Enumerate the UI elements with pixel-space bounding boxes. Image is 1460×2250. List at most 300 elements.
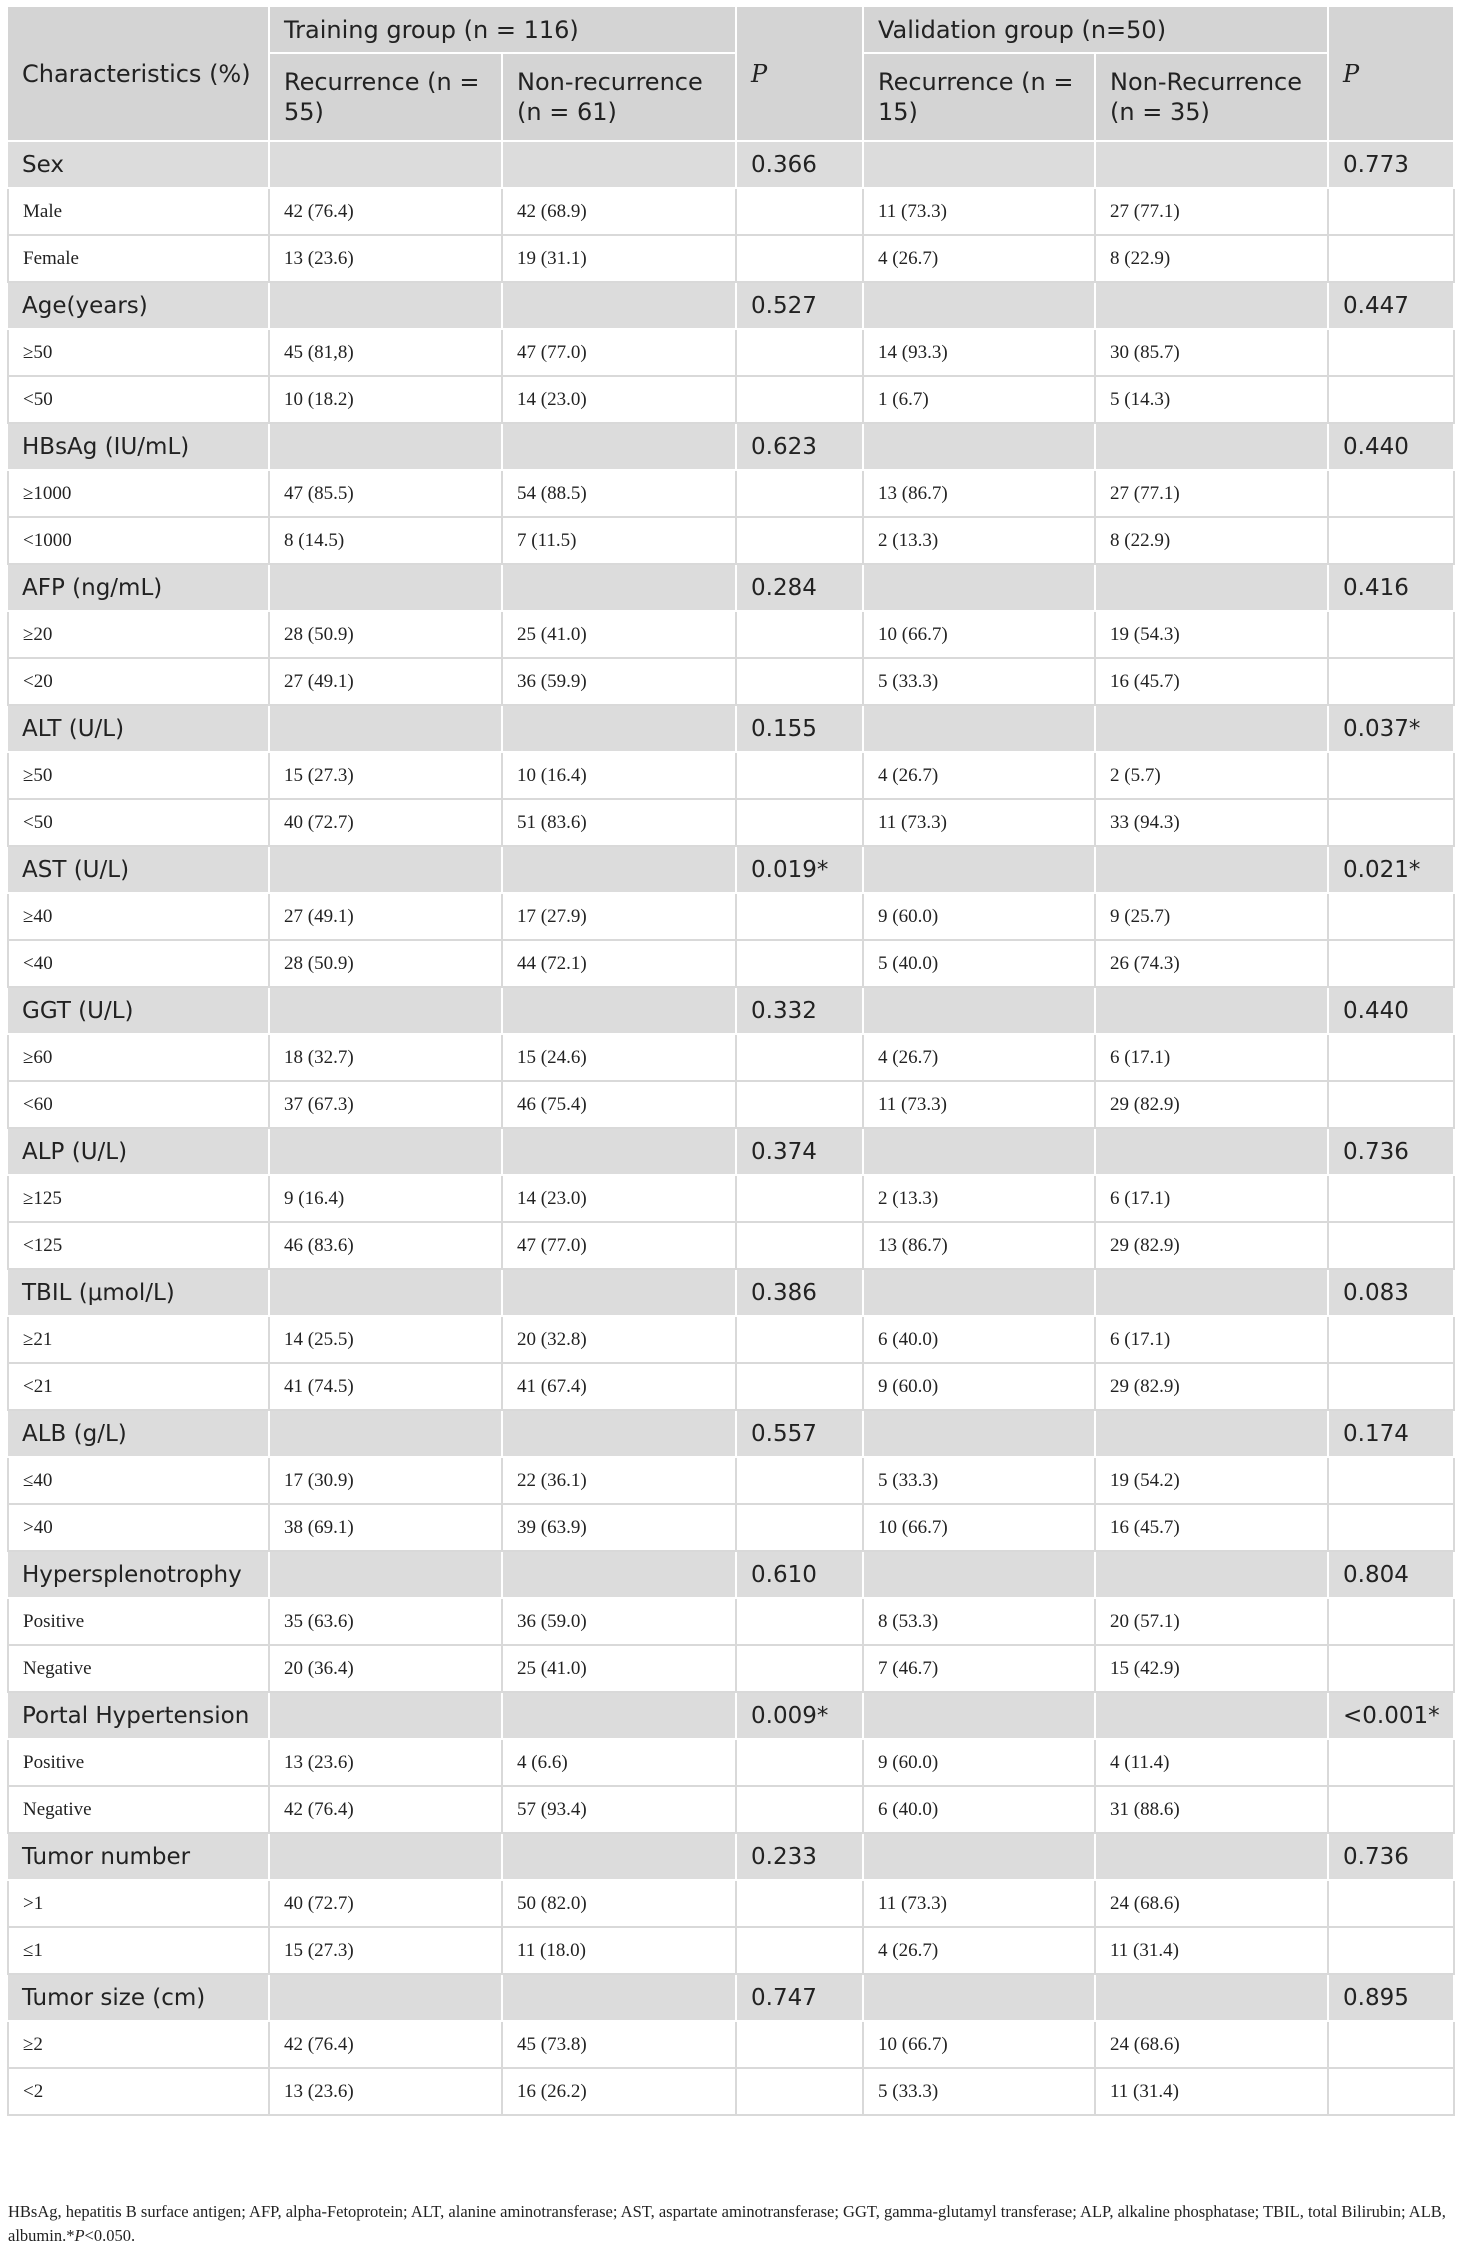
validation-nonrecurrence-value: 6 (17.1) [1095, 1034, 1328, 1081]
training-recurrence-value: 47 (85.5) [269, 470, 502, 517]
validation-nonrecurrence-value: 11 (31.4) [1095, 2068, 1328, 2115]
validation-recurrence-value: 2 (13.3) [863, 1175, 1095, 1222]
training-nonrecurrence-value: 17 (27.9) [502, 893, 736, 940]
empty-cell [502, 987, 736, 1034]
empty-cell [863, 1692, 1095, 1739]
validation-recurrence-value: 11 (73.3) [863, 799, 1095, 846]
p-value-training: 0.155 [736, 705, 863, 752]
subgroup-label: <125 [8, 1222, 269, 1269]
table-footnote [8, 2200, 1448, 2248]
validation-nonrecurrence-value: 27 (77.1) [1095, 470, 1328, 517]
p-value-validation: 0.083 [1328, 1269, 1454, 1316]
empty-cell [269, 1974, 502, 2021]
subgroup-label: <50 [8, 799, 269, 846]
category-label: ALT (U/L) [8, 705, 269, 752]
training-recurrence-value: 14 (25.5) [269, 1316, 502, 1363]
training-nonrecurrence-value: 15 (24.6) [502, 1034, 736, 1081]
empty-cell [269, 1269, 502, 1316]
empty-cell [1095, 1128, 1328, 1175]
training-recurrence-value: 10 (18.2) [269, 376, 502, 423]
category-label: HBsAg (IU/mL) [8, 423, 269, 470]
validation-nonrecurrence-value: 27 (77.1) [1095, 188, 1328, 235]
subgroup-label: ≥60 [8, 1034, 269, 1081]
table-row [8, 1739, 1454, 1786]
training-recurrence-value: 20 (36.4) [269, 1645, 502, 1692]
empty-cell [1328, 329, 1454, 376]
p-value-validation: 0.895 [1328, 1974, 1454, 2021]
validation-nonrecurrence-value: 5 (14.3) [1095, 376, 1328, 423]
table-row [8, 893, 1454, 940]
table-row [8, 799, 1454, 846]
training-nonrecurrence-value: 44 (72.1) [502, 940, 736, 987]
empty-cell [1095, 141, 1328, 188]
table-row [8, 1786, 1454, 1833]
training-nonrecurrence-value: 57 (93.4) [502, 1786, 736, 1833]
empty-cell [1328, 1645, 1454, 1692]
p-value-training: 0.747 [736, 1974, 863, 2021]
subgroup-label: <1000 [8, 517, 269, 564]
validation-recurrence-value: 11 (73.3) [863, 188, 1095, 235]
validation-nonrecurrence-value: 26 (74.3) [1095, 940, 1328, 987]
validation-nonrecurrence-value: 16 (45.7) [1095, 1504, 1328, 1551]
training-recurrence-value: 27 (49.1) [269, 658, 502, 705]
empty-cell [1328, 1598, 1454, 1645]
empty-cell [736, 1645, 863, 1692]
empty-cell [1095, 1833, 1328, 1880]
empty-cell [863, 705, 1095, 752]
empty-cell [269, 282, 502, 329]
empty-cell [502, 1833, 736, 1880]
p-value-training: 0.623 [736, 423, 863, 470]
empty-cell [269, 1692, 502, 1739]
subgroup-label: ≥40 [8, 893, 269, 940]
category-label: Portal Hypertension [8, 1692, 269, 1739]
training-recurrence-value: 42 (76.4) [269, 1786, 502, 1833]
validation-recurrence-value: 5 (33.3) [863, 658, 1095, 705]
table-row [8, 611, 1454, 658]
empty-cell [502, 1692, 736, 1739]
empty-cell [502, 705, 736, 752]
category-label: GGT (U/L) [8, 987, 269, 1034]
empty-cell [269, 1551, 502, 1598]
empty-cell [1328, 940, 1454, 987]
empty-cell [1328, 1316, 1454, 1363]
empty-cell [269, 423, 502, 470]
subgroup-label: ≥50 [8, 329, 269, 376]
empty-cell [1095, 1269, 1328, 1316]
training-recurrence-value: 42 (76.4) [269, 188, 502, 235]
header-p-validation: P [1328, 7, 1454, 141]
validation-nonrecurrence-value: 6 (17.1) [1095, 1316, 1328, 1363]
table-row [8, 1175, 1454, 1222]
empty-cell [736, 1081, 863, 1128]
training-nonrecurrence-value: 4 (6.6) [502, 1739, 736, 1786]
validation-nonrecurrence-value: 20 (57.1) [1095, 1598, 1328, 1645]
empty-cell [1328, 611, 1454, 658]
table-row [8, 1034, 1454, 1081]
empty-cell [863, 1551, 1095, 1598]
category-row [8, 1692, 1454, 1739]
training-nonrecurrence-value: 10 (16.4) [502, 752, 736, 799]
training-nonrecurrence-value: 16 (26.2) [502, 2068, 736, 2115]
empty-cell [1328, 1457, 1454, 1504]
category-label: Age(years) [8, 282, 269, 329]
subgroup-label: Negative [8, 1786, 269, 1833]
empty-cell [736, 658, 863, 705]
training-nonrecurrence-value: 20 (32.8) [502, 1316, 736, 1363]
validation-recurrence-value: 5 (40.0) [863, 940, 1095, 987]
validation-recurrence-value: 9 (60.0) [863, 893, 1095, 940]
empty-cell [736, 752, 863, 799]
empty-cell [1328, 1927, 1454, 1974]
empty-cell [863, 1269, 1095, 1316]
empty-cell [1328, 517, 1454, 564]
subgroup-label: Negative [8, 1645, 269, 1692]
footnote-tail: <0.050. [84, 2226, 136, 2245]
empty-cell [1095, 1551, 1328, 1598]
subgroup-label: <50 [8, 376, 269, 423]
header-training-nonrecurrence: Non-recurrence (n = 61) [502, 53, 736, 141]
training-recurrence-value: 28 (50.9) [269, 940, 502, 987]
empty-cell [736, 188, 863, 235]
empty-cell [736, 1034, 863, 1081]
empty-cell [863, 846, 1095, 893]
footnote-p-italic: P [74, 2226, 85, 2245]
training-nonrecurrence-value: 45 (73.8) [502, 2021, 736, 2068]
p-value-training: 0.284 [736, 564, 863, 611]
table-row [8, 658, 1454, 705]
validation-nonrecurrence-value: 4 (11.4) [1095, 1739, 1328, 1786]
training-nonrecurrence-value: 42 (68.9) [502, 188, 736, 235]
training-recurrence-value: 8 (14.5) [269, 517, 502, 564]
table-row [8, 376, 1454, 423]
empty-cell [736, 376, 863, 423]
validation-recurrence-value: 11 (73.3) [863, 1081, 1095, 1128]
header-training-group: Training group (n = 116) [269, 7, 736, 53]
table-row [8, 470, 1454, 517]
training-recurrence-value: 40 (72.7) [269, 1880, 502, 1927]
characteristics-table-container [7, 7, 1453, 2116]
training-recurrence-value: 42 (76.4) [269, 2021, 502, 2068]
empty-cell [502, 564, 736, 611]
empty-cell [736, 2068, 863, 2115]
training-nonrecurrence-value: 22 (36.1) [502, 1457, 736, 1504]
empty-cell [502, 1974, 736, 2021]
category-label: Hypersplenotrophy [8, 1551, 269, 1598]
training-nonrecurrence-value: 7 (11.5) [502, 517, 736, 564]
empty-cell [269, 1833, 502, 1880]
validation-nonrecurrence-value: 8 (22.9) [1095, 235, 1328, 282]
validation-nonrecurrence-value: 33 (94.3) [1095, 799, 1328, 846]
table-row [8, 329, 1454, 376]
validation-nonrecurrence-value: 30 (85.7) [1095, 329, 1328, 376]
subgroup-label: <20 [8, 658, 269, 705]
p-value-training: 0.233 [736, 1833, 863, 1880]
empty-cell [736, 1316, 863, 1363]
empty-cell [736, 799, 863, 846]
category-row [8, 1410, 1454, 1457]
empty-cell [736, 1504, 863, 1551]
p-value-training: 0.610 [736, 1551, 863, 1598]
validation-nonrecurrence-value: 24 (68.6) [1095, 2021, 1328, 2068]
header-validation-group: Validation group (n=50) [863, 7, 1328, 53]
empty-cell [1328, 1739, 1454, 1786]
training-nonrecurrence-value: 36 (59.9) [502, 658, 736, 705]
empty-cell [1328, 658, 1454, 705]
empty-cell [1328, 1880, 1454, 1927]
validation-recurrence-value: 7 (46.7) [863, 1645, 1095, 1692]
validation-recurrence-value: 6 (40.0) [863, 1786, 1095, 1833]
table-row [8, 1880, 1454, 1927]
training-recurrence-value: 13 (23.6) [269, 235, 502, 282]
empty-cell [863, 1974, 1095, 2021]
subgroup-label: ≤1 [8, 1927, 269, 1974]
empty-cell [1328, 1034, 1454, 1081]
p-value-training: 0.527 [736, 282, 863, 329]
training-nonrecurrence-value: 25 (41.0) [502, 611, 736, 658]
training-recurrence-value: 17 (30.9) [269, 1457, 502, 1504]
empty-cell [863, 564, 1095, 611]
empty-cell [863, 1833, 1095, 1880]
header-validation-recurrence: Recurrence (n = 15) [863, 53, 1095, 141]
training-nonrecurrence-value: 54 (88.5) [502, 470, 736, 517]
category-row [8, 705, 1454, 752]
p-value-validation: 0.174 [1328, 1410, 1454, 1457]
validation-recurrence-value: 10 (66.7) [863, 2021, 1095, 2068]
category-row [8, 1974, 1454, 2021]
category-label: AST (U/L) [8, 846, 269, 893]
table-row [8, 940, 1454, 987]
training-recurrence-value: 41 (74.5) [269, 1363, 502, 1410]
empty-cell [1328, 188, 1454, 235]
category-row [8, 423, 1454, 470]
validation-nonrecurrence-value: 9 (25.7) [1095, 893, 1328, 940]
training-nonrecurrence-value: 39 (63.9) [502, 1504, 736, 1551]
empty-cell [502, 1128, 736, 1175]
empty-cell [736, 893, 863, 940]
empty-cell [502, 141, 736, 188]
table-row [8, 188, 1454, 235]
validation-nonrecurrence-value: 11 (31.4) [1095, 1927, 1328, 1974]
training-recurrence-value: 18 (32.7) [269, 1034, 502, 1081]
validation-recurrence-value: 6 (40.0) [863, 1316, 1095, 1363]
training-recurrence-value: 27 (49.1) [269, 893, 502, 940]
training-nonrecurrence-value: 47 (77.0) [502, 1222, 736, 1269]
empty-cell [502, 423, 736, 470]
training-nonrecurrence-value: 36 (59.0) [502, 1598, 736, 1645]
validation-recurrence-value: 4 (26.7) [863, 1927, 1095, 1974]
table-row [8, 1598, 1454, 1645]
category-row [8, 1551, 1454, 1598]
p-value-validation: 0.037* [1328, 705, 1454, 752]
empty-cell [269, 1410, 502, 1457]
category-label: ALP (U/L) [8, 1128, 269, 1175]
validation-recurrence-value: 4 (26.7) [863, 1034, 1095, 1081]
validation-nonrecurrence-value: 19 (54.2) [1095, 1457, 1328, 1504]
table-body [8, 141, 1454, 2115]
empty-cell [1328, 2021, 1454, 2068]
subgroup-label: ≥50 [8, 752, 269, 799]
subgroup-label: Male [8, 188, 269, 235]
table-row [8, 1504, 1454, 1551]
p-value-validation: 0.021* [1328, 846, 1454, 893]
empty-cell [1328, 1786, 1454, 1833]
validation-recurrence-value: 8 (53.3) [863, 1598, 1095, 1645]
validation-recurrence-value: 5 (33.3) [863, 2068, 1095, 2115]
p-value-validation: 0.773 [1328, 141, 1454, 188]
table-row [8, 1316, 1454, 1363]
table-row [8, 2068, 1454, 2115]
empty-cell [1095, 705, 1328, 752]
training-nonrecurrence-value: 47 (77.0) [502, 329, 736, 376]
category-row [8, 846, 1454, 893]
table-row [8, 1081, 1454, 1128]
empty-cell [1095, 423, 1328, 470]
empty-cell [1095, 846, 1328, 893]
category-row [8, 282, 1454, 329]
validation-recurrence-value: 13 (86.7) [863, 1222, 1095, 1269]
empty-cell [863, 1128, 1095, 1175]
validation-recurrence-value: 5 (33.3) [863, 1457, 1095, 1504]
p-value-validation: 0.804 [1328, 1551, 1454, 1598]
empty-cell [1328, 1504, 1454, 1551]
empty-cell [863, 423, 1095, 470]
empty-cell [502, 1410, 736, 1457]
category-label: ALB (g/L) [8, 1410, 269, 1457]
subgroup-label: <21 [8, 1363, 269, 1410]
subgroup-label: ≤40 [8, 1457, 269, 1504]
training-nonrecurrence-value: 51 (83.6) [502, 799, 736, 846]
table-row [8, 517, 1454, 564]
category-row [8, 1833, 1454, 1880]
subgroup-label: >40 [8, 1504, 269, 1551]
validation-recurrence-value: 10 (66.7) [863, 611, 1095, 658]
empty-cell [1095, 564, 1328, 611]
empty-cell [736, 1927, 863, 1974]
validation-nonrecurrence-value: 24 (68.6) [1095, 1880, 1328, 1927]
validation-nonrecurrence-value: 6 (17.1) [1095, 1175, 1328, 1222]
empty-cell [736, 1598, 863, 1645]
empty-cell [1328, 235, 1454, 282]
training-recurrence-value: 40 (72.7) [269, 799, 502, 846]
p-value-validation: 0.447 [1328, 282, 1454, 329]
empty-cell [1328, 799, 1454, 846]
validation-recurrence-value: 4 (26.7) [863, 752, 1095, 799]
empty-cell [736, 2021, 863, 2068]
table-row [8, 1222, 1454, 1269]
training-recurrence-value: 37 (67.3) [269, 1081, 502, 1128]
training-recurrence-value: 13 (23.6) [269, 2068, 502, 2115]
validation-nonrecurrence-value: 29 (82.9) [1095, 1081, 1328, 1128]
table-row [8, 235, 1454, 282]
empty-cell [736, 940, 863, 987]
validation-nonrecurrence-value: 15 (42.9) [1095, 1645, 1328, 1692]
training-nonrecurrence-value: 14 (23.0) [502, 1175, 736, 1222]
header-p-training: P [736, 7, 863, 141]
subgroup-label: Positive [8, 1598, 269, 1645]
empty-cell [736, 235, 863, 282]
validation-nonrecurrence-value: 19 (54.3) [1095, 611, 1328, 658]
header-characteristics: Characteristics (%) [8, 7, 269, 141]
empty-cell [863, 141, 1095, 188]
empty-cell [736, 1739, 863, 1786]
validation-nonrecurrence-value: 2 (5.7) [1095, 752, 1328, 799]
training-nonrecurrence-value: 46 (75.4) [502, 1081, 736, 1128]
empty-cell [863, 282, 1095, 329]
training-recurrence-value: 15 (27.3) [269, 1927, 502, 1974]
p-value-validation: <0.001* [1328, 1692, 1454, 1739]
subgroup-label: >1 [8, 1880, 269, 1927]
p-value-training: 0.366 [736, 141, 863, 188]
empty-cell [1095, 282, 1328, 329]
p-value-training: 0.374 [736, 1128, 863, 1175]
p-value-training: 0.386 [736, 1269, 863, 1316]
p-value-training: 0.019* [736, 846, 863, 893]
training-nonrecurrence-value: 19 (31.1) [502, 235, 736, 282]
category-row [8, 141, 1454, 188]
validation-recurrence-value: 9 (60.0) [863, 1363, 1095, 1410]
subgroup-label: ≥1000 [8, 470, 269, 517]
training-recurrence-value: 28 (50.9) [269, 611, 502, 658]
subgroup-label: <2 [8, 2068, 269, 2115]
empty-cell [1328, 376, 1454, 423]
subgroup-label: Positive [8, 1739, 269, 1786]
category-label: Tumor number [8, 1833, 269, 1880]
p-value-validation: 0.440 [1328, 423, 1454, 470]
validation-recurrence-value: 13 (86.7) [863, 470, 1095, 517]
empty-cell [1328, 1222, 1454, 1269]
empty-cell [269, 1128, 502, 1175]
validation-nonrecurrence-value: 31 (88.6) [1095, 1786, 1328, 1833]
empty-cell [736, 1880, 863, 1927]
empty-cell [736, 1175, 863, 1222]
empty-cell [1328, 893, 1454, 940]
p-value-validation: 0.736 [1328, 1833, 1454, 1880]
training-recurrence-value: 9 (16.4) [269, 1175, 502, 1222]
empty-cell [269, 141, 502, 188]
training-nonrecurrence-value: 50 (82.0) [502, 1880, 736, 1927]
empty-cell [269, 564, 502, 611]
header-training-recurrence: Recurrence (n = 55) [269, 53, 502, 141]
category-label: Sex [8, 141, 269, 188]
characteristics-table [7, 7, 1455, 2116]
empty-cell [736, 1222, 863, 1269]
p-value-validation: 0.416 [1328, 564, 1454, 611]
training-nonrecurrence-value: 14 (23.0) [502, 376, 736, 423]
empty-cell [1095, 987, 1328, 1034]
empty-cell [736, 470, 863, 517]
validation-recurrence-value: 11 (73.3) [863, 1880, 1095, 1927]
empty-cell [736, 329, 863, 376]
footnote-text: HBsAg, hepatitis B surface antigen; AFP, alpha-Fetoprotein; ALT, alanine aminotransferase; AST, aspartate aminotransferase; GGT, gamma-glutamyl transferase; ALP, alkaline phosphatase; TBIL, total Bilirubin; ALB, albumin.* [8, 2202, 1446, 2245]
category-label: AFP (ng/mL) [8, 564, 269, 611]
table-row [8, 1927, 1454, 1974]
empty-cell [736, 1363, 863, 1410]
subgroup-label: ≥20 [8, 611, 269, 658]
empty-cell [736, 1786, 863, 1833]
validation-recurrence-value: 2 (13.3) [863, 517, 1095, 564]
subgroup-label: <60 [8, 1081, 269, 1128]
empty-cell [502, 282, 736, 329]
empty-cell [736, 517, 863, 564]
empty-cell [269, 705, 502, 752]
table-row [8, 752, 1454, 799]
category-row [8, 987, 1454, 1034]
empty-cell [1095, 1692, 1328, 1739]
p-value-validation: 0.736 [1328, 1128, 1454, 1175]
empty-cell [1328, 1175, 1454, 1222]
training-recurrence-value: 13 (23.6) [269, 1739, 502, 1786]
